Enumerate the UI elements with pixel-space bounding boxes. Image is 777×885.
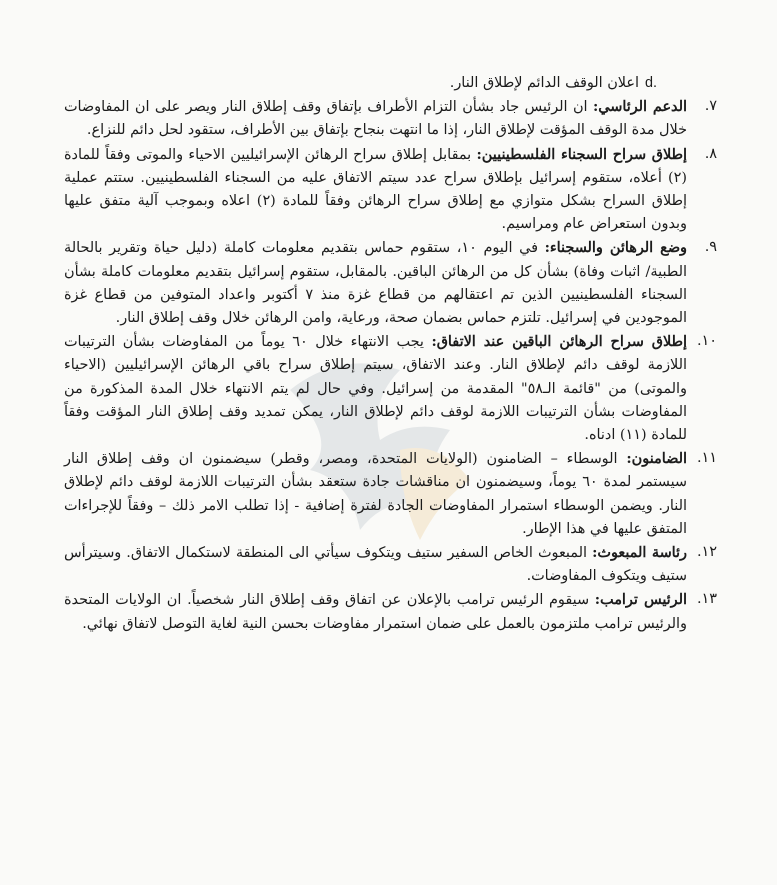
article-text: في اليوم ١٠، ستقوم حماس بتقديم معلومات كاملة (دليل حياة وتقرير بالحالة الطبية/ اثبات وفاة) بشأن كل من الرهائن الباقين. بالمقابل، ستقوم إسرائيل بتقديم معلومات كاملة بشأن السجناء الفلسطينيين الذين تم اعتقالهم من قطاع غزة منذ ٧ أكتوبر واعداد المتوفين من قطاع غزة الموجودين في إسرائيل. تلتزم حماس بضمان صحة، ورعاية، وامن الرهائن خلال وقف إطلاق النار. xyxy=(64,240,687,327)
article-13 xyxy=(64,588,717,635)
article-text: سيقوم الرئيس ترامب بالإعلان عن اتفاق وقف إطلاق النار شخصياً. ان الولايات المتحدة والرئيس ترامب ملتزمون بالعمل على ضمان استمرار مفاوضات بحسن النية لغاية التوصل لاتفاق نهائي. xyxy=(64,592,687,632)
article-number: ١١. xyxy=(696,450,717,467)
article-heading: الدعم الرئاسي: xyxy=(592,98,687,116)
article-11 xyxy=(64,447,717,541)
article-text: بمقابل إطلاق سراح الرهائن الإسرائيليين الاحياء والموتى وفقاً للمادة (٢) أعلاه، ستقوم إسرائيل بإطلاق سراح عدد سيتم الاتفاق عليه من السجناء الفلسطينيين. ستتم عملية إطلاق السراح بشكل متوازي مع إطلاق سراح الرهائن وفقاً للمادة (٢) اعلاه وبموجب آلية متفق عليها وبدون استعراض عام ومراسيم. xyxy=(64,146,687,233)
article-heading: إطلاق سراح السجناء الفلسطينيين: xyxy=(476,145,687,163)
article-10 xyxy=(64,330,717,447)
article-12 xyxy=(64,541,717,588)
article-number: ١٢. xyxy=(696,544,717,561)
article-7 xyxy=(64,95,717,142)
list-item-text: اعلان الوقف الدائم لإطلاق النار. xyxy=(449,75,639,91)
article-text: ان الرئيس جاد بشأن التزام الأطراف بإتفاق وقف إطلاق النار ويصر على ان المفاوضات خلال مدة الوقف المؤقت لإطلاق النار، إذا ما انتهت بنجاح بإتفاق بين الأطراف، ستقود لحل دائم للنزاع. xyxy=(64,99,687,139)
article-9 xyxy=(64,236,717,330)
article-heading: إطلاق سراح الرهائن الباقين عند الاتفاق: xyxy=(431,333,687,351)
article-heading: الرئيس ترامب: xyxy=(594,591,688,609)
article-number: ٩. xyxy=(704,239,717,256)
article-number: ١٠. xyxy=(696,333,717,350)
article-heading: رئاسة المبعوث: xyxy=(592,544,688,562)
list-item-letter: .d xyxy=(644,75,657,91)
article-number: ٧. xyxy=(704,98,717,115)
article-text: الوسطاء – الضامنون (الولايات المتحدة، ومصر، وقطر) سيضمنون ان وقف إطلاق النار سيستمر لمدة ٦٠ يوماً، وسيضمنون ان مناقشات جادة ستعقد بشأن الترتيبات اللازمة لوقف دائم لإطلاق النار. ويضمن الوسطاء استمرار المفاوضات الجادة لفترة إضافية - إذا تطلب الامر ذلك – وفقاً للإجراءات المتفق عليها في هذا الإطار. xyxy=(64,451,687,537)
article-heading: الضامنون: xyxy=(626,450,687,468)
list-item-d xyxy=(64,72,717,95)
article-number: ٨. xyxy=(704,145,717,162)
article-number: ١٣. xyxy=(696,591,717,608)
article-text: يجب الانتهاء خلال ٦٠ يوماً من المفاوضات بشأن الترتيبات اللازمة لوقف دائم لإطلاق النار. وعند الاتفاق، سيتم إطلاق سراح باقي الرهائن الإسرائيليين (الاحياء والموتى) من "قائمة الـ٥٨" المقدمة من إسرائيل. وفي حال لم يتم الانتهاء خلال المدة المذكورة من المفاوضات بشأن الترتيبات اللازمة لوقف دائم لإطلاق النار، يمكن تمديد وقف إطلاق النار المؤقت وفقاً للمادة (١١) ادناه. xyxy=(64,334,687,444)
article-text: المبعوث الخاص السفير ستيف ويتكوف سيأتي الى المنطقة لاستكمال الاتفاق. وسيترأس ستيف ويتكوف المفاوضات. xyxy=(64,545,687,585)
article-heading: وضع الرهائن والسجناء: xyxy=(544,239,688,257)
article-8 xyxy=(64,143,717,237)
